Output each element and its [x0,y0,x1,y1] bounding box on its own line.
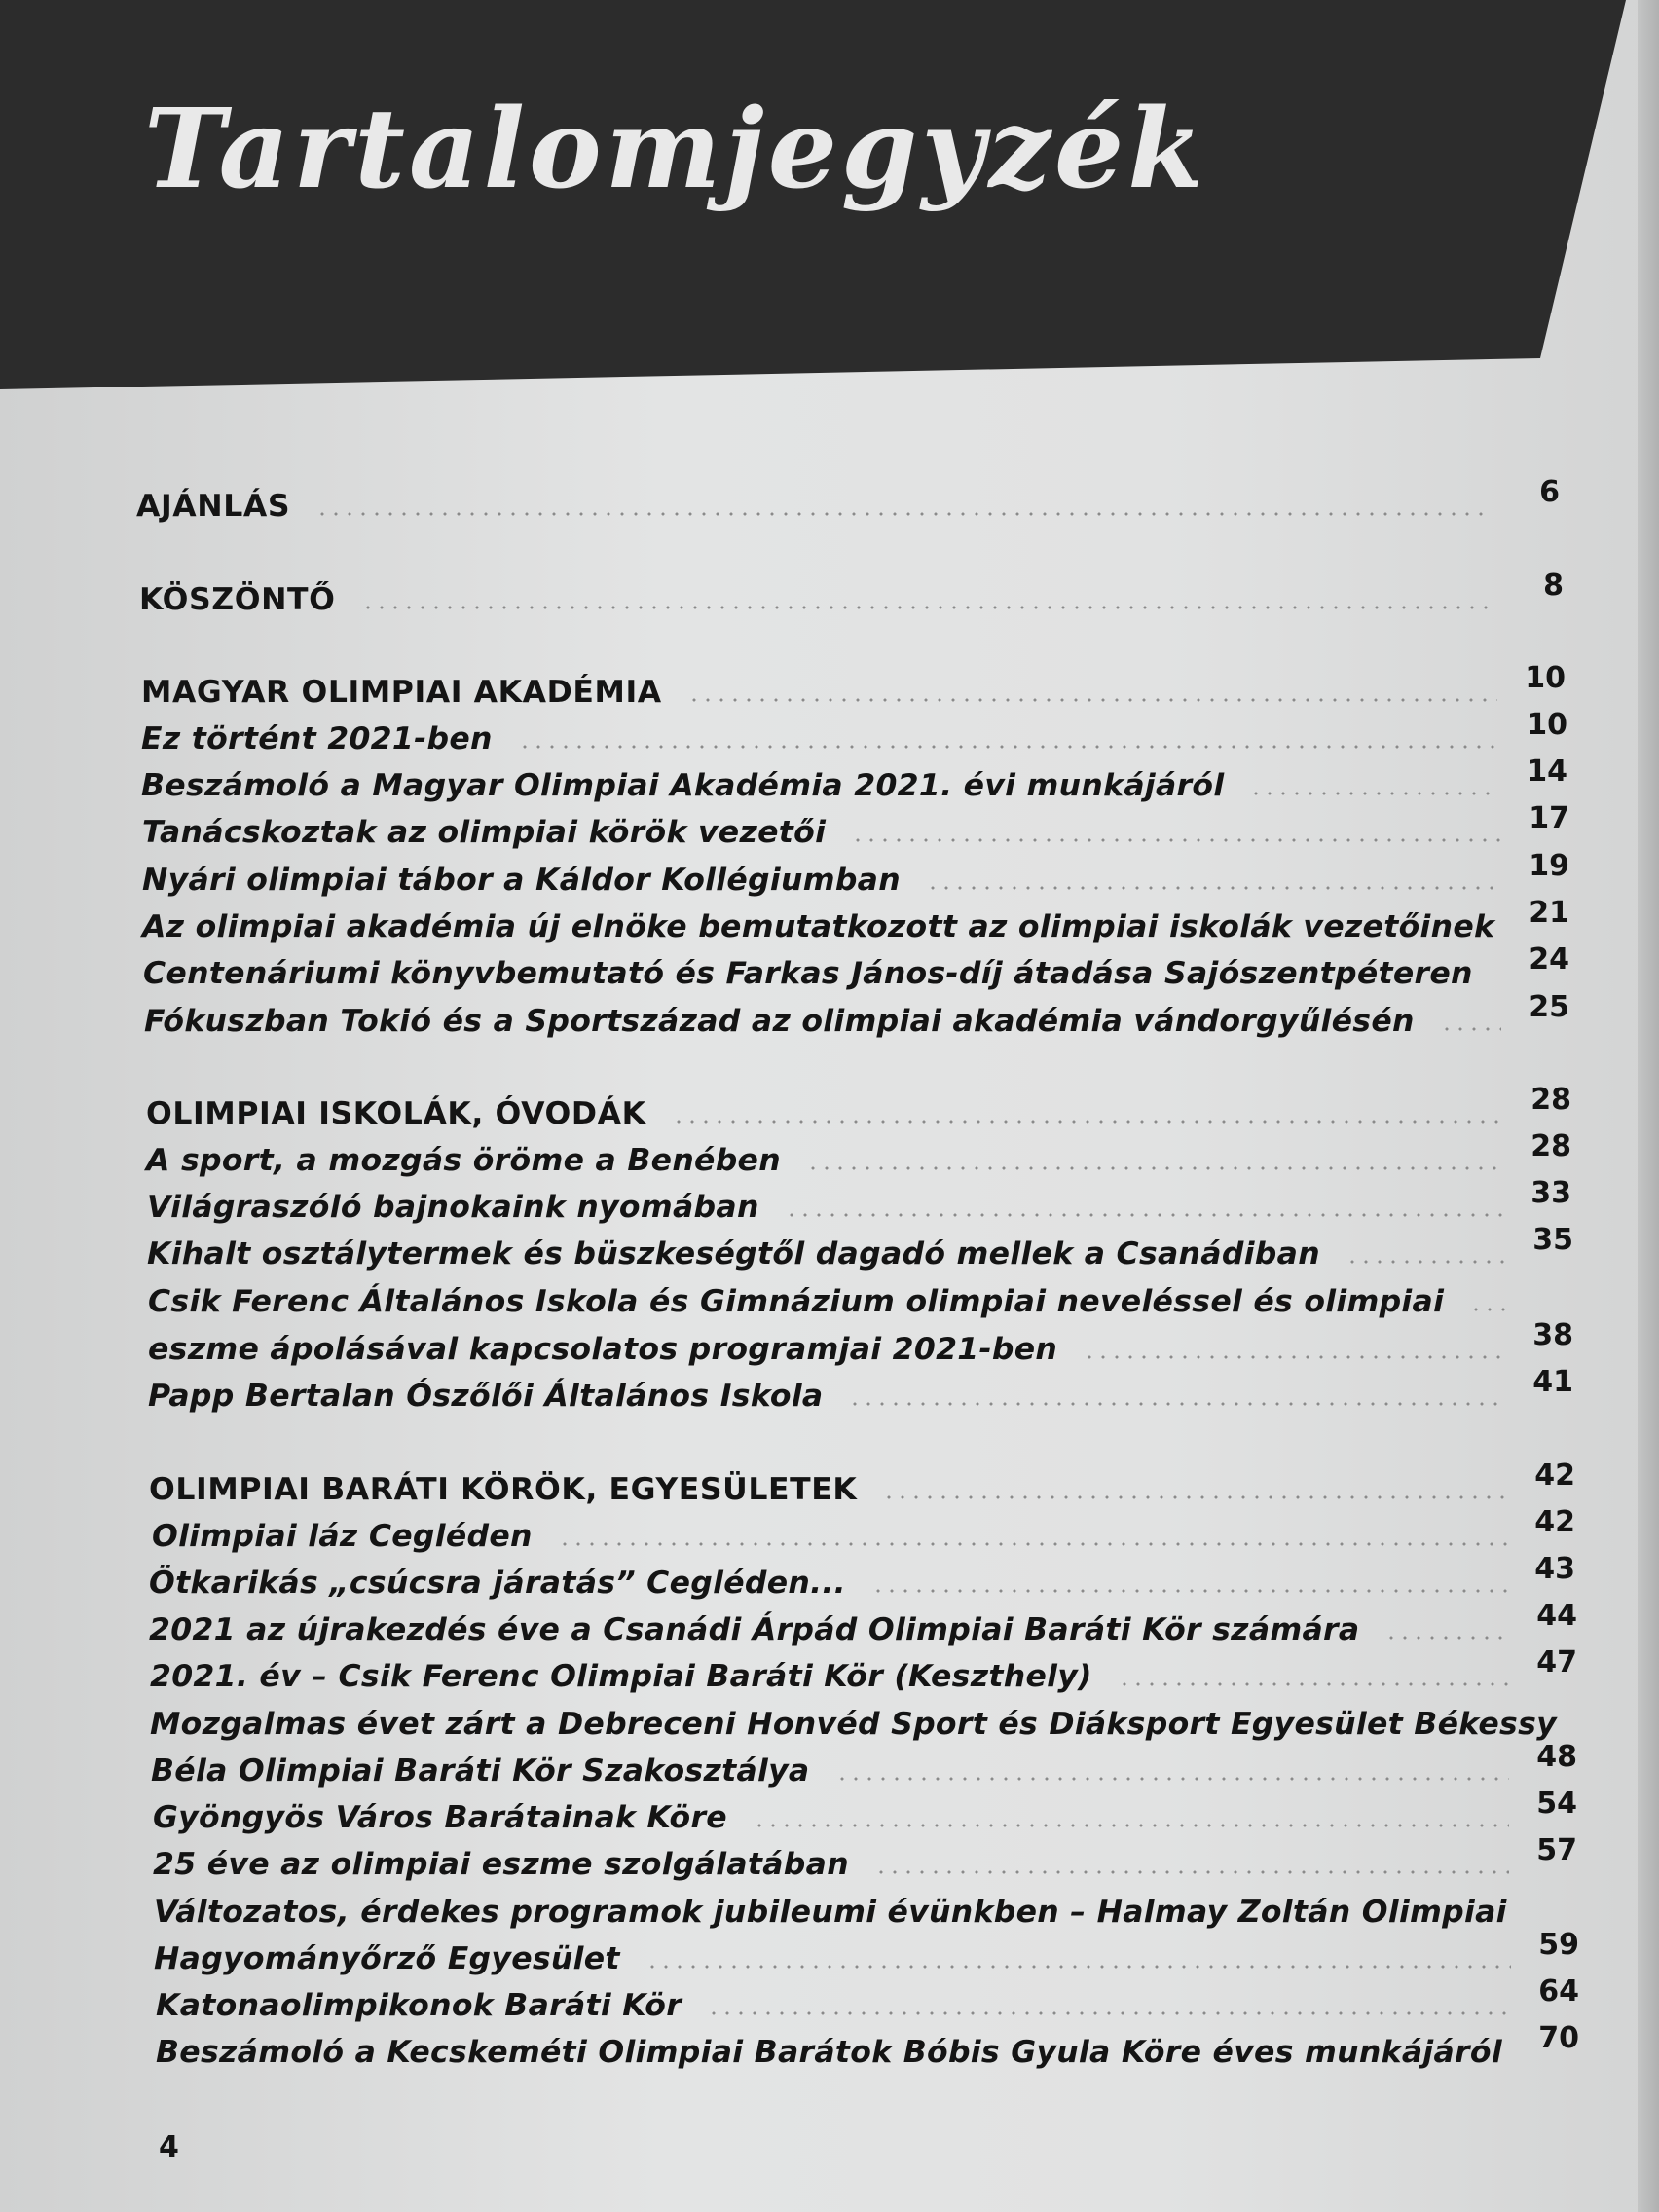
toc-entry-title: Változatos, érdekes programok jubileumi évünkben – Halmay Zoltán Olimpiai [154,1895,1507,1930]
toc-page-number: 54 [1536,1787,1577,1821]
toc-leader-dots [1498,979,1501,983]
toc-leader-dots [1346,1260,1505,1264]
toc-section-title: MAGYAR OLIMPIAI AKADÉMIA [141,675,662,710]
toc-leader-dots [558,1542,1507,1546]
toc-entry-row [142,896,1569,950]
toc-page-number: 48 [1536,1740,1577,1774]
toc-page-number: 42 [1534,1458,1575,1493]
toc-page-number: 38 [1532,1318,1573,1352]
toc-entry-row [146,1129,1571,1184]
toc-entry-title: Olimpiai láz Cegléden [152,1519,533,1554]
toc-entry-row [149,1552,1575,1606]
toc-leader-dots [926,886,1501,890]
toc-entry-row [142,849,1569,903]
toc-section-row [146,1083,1571,1137]
toc-leader-dots [687,698,1497,702]
toc-entry-title: Gyöngyös Város Barátainak Köre [153,1800,727,1835]
toc-leader-dots [672,1120,1503,1124]
toc-leader-dots [518,745,1499,749]
toc-entry-title: Világraszóló bajnokaink nyomában [147,1190,759,1225]
toc-leader-dots [645,1965,1511,1969]
toc-entry-title: 2021. év – Csik Ferenc Olimpiai Baráti Kör (Keszthely) [150,1659,1092,1694]
toc-page-number: 28 [1530,1083,1571,1117]
toc-entry-row [148,1365,1573,1419]
toc-section-title: OLIMPIAI BARÁTI KÖRÖK, EGYESÜLETEK [149,1472,858,1507]
toc-entry-row [147,1176,1571,1231]
page-title: Tartalomjegyzék [144,86,1207,213]
toc-leader-dots [848,1402,1505,1406]
toc-entry-title: Ötkarikás „csúcsra járatás” Cegléden... [149,1566,846,1601]
toc-entry-row [154,1889,1579,1936]
toc-page-number: 10 [1527,708,1567,742]
toc-page-number: 6 [1539,475,1560,509]
toc-page-number: 70 [1538,2021,1579,2055]
toc-section-title: KÖSZÖNTŐ [139,582,336,617]
toc-leader-dots [874,1870,1509,1874]
toc-entry-row [153,1787,1577,1841]
toc-entry-row [156,2021,1579,2076]
toc-entry-title: 25 éve az olimpiai eszme szolgálatában [153,1847,849,1882]
toc-entry-row [148,1278,1573,1325]
toc-page-number: 42 [1534,1505,1575,1539]
toc-entry-row [156,1974,1579,2029]
toc-entry-row [142,801,1569,856]
toc-entry-row [150,1701,1577,1748]
toc-entry-title: Papp Bertalan Ószőlői Általános Iskola [148,1379,824,1414]
toc-page-number: 41 [1532,1365,1573,1399]
toc-entry-title: Tanácskoztak az olimpiai körök vezetői [142,815,827,850]
toc-entry-title: 2021 az újrakezdés éve a Csanádi Árpád Olimpiai Baráti Kör számára [149,1612,1360,1647]
toc-entry-row [144,990,1569,1045]
toc-leader-dots [785,1213,1503,1217]
toc-entry-title: Katonaolimpikonok Baráti Kör [156,1988,682,2023]
toc-entry-title: eszme ápolásával kapcsolatos programjai 2021-ben [148,1332,1058,1367]
toc-leader-dots [1384,1636,1509,1640]
toc-page-number: 21 [1529,896,1569,930]
toc-section-row [141,661,1566,716]
toc-page-number: 10 [1525,661,1566,695]
toc-page-number: 19 [1529,849,1569,883]
toc-page-number: 43 [1534,1552,1575,1586]
toc-page-number: 64 [1538,1974,1579,2009]
toc-page-number: 57 [1536,1833,1577,1867]
toc-entry-row [141,708,1567,762]
toc-leader-dots [851,838,1501,842]
toc-page-number: 24 [1529,942,1569,977]
toc-section-title: OLIMPIAI ISKOLÁK, ÓVODÁK [146,1096,646,1131]
toc-section-row [149,1458,1575,1513]
toc-page-number: 28 [1530,1129,1571,1163]
toc-leader-dots [871,1589,1507,1593]
toc-page-number: 59 [1538,1928,1579,1962]
toc-leader-dots [1118,1682,1509,1686]
toc-page-number: 35 [1532,1223,1573,1257]
toc-entry-title: Nyári olimpiai tábor a Káldor Kollégiumban [142,863,901,898]
toc-leader-dots [315,512,1492,516]
toc-page-number: 8 [1543,569,1564,603]
toc-page-number: 44 [1536,1599,1577,1633]
toc-entry-row [154,1928,1579,1982]
toc-page-number: 33 [1530,1176,1571,1210]
toc-entry-row [141,755,1567,809]
toc-leader-dots [1469,1308,1505,1311]
toc-entry-row [148,1318,1573,1373]
toc-entry-title: Béla Olimpiai Baráti Kör Szakosztálya [151,1753,810,1788]
toc-entry-row [147,1223,1573,1277]
toc-entry-title: Az olimpiai akadémia új elnöke bemutatkozott az olimpiai iskolák vezetőinek [142,909,1495,944]
toc-page-number: 47 [1536,1645,1577,1679]
toc-leader-dots [753,1824,1509,1827]
toc-entry-title: Csik Ferenc Általános Iskola és Gimnázium olimpiai neveléssel és olimpiai [148,1284,1445,1319]
toc-page-number: 17 [1529,801,1569,835]
toc-entry-row [152,1505,1575,1560]
toc-leader-dots [1440,1027,1501,1031]
toc-entry-row [151,1740,1577,1794]
toc-entry-title: Centenáriumi könyvbemutató és Farkas János-díj átadása Sajószentpéteren [143,956,1473,991]
toc-entry-row [143,942,1569,997]
toc-entry-title: Hagyományőrző Egyesület [154,1941,620,1976]
toc-section-row [136,475,1560,530]
toc-entry-title: Ez történt 2021-ben [141,721,493,756]
toc-entry-row [150,1645,1577,1700]
toc-page-number: 14 [1527,755,1567,789]
toc-leader-dots [835,1777,1509,1781]
toc-entry-title: Beszámoló a Magyar Olimpiai Akadémia 2021. évi munkájáról [141,768,1225,803]
page-number: 4 [159,2130,179,2164]
toc-section-title: AJÁNLÁS [136,489,291,524]
toc-entry-title: Beszámoló a Kecskeméti Olimpiai Barátok Bóbis Gyula Köre éves munkájáról [156,2035,1502,2070]
toc-leader-dots [806,1166,1503,1170]
toc-entry-title: A sport, a mozgás öröme a Benében [146,1143,781,1178]
toc-section-row [139,569,1564,623]
toc-entry-title: Fókuszban Tokió és a Sportszázad az olimpiai akadémia vándorgyűlésén [144,1004,1415,1039]
toc-leader-dots [361,606,1495,609]
toc-entry-title: Kihalt osztálytermek és büszkeségtől dagadó mellek a Csanádiban [147,1236,1320,1272]
toc-leader-dots [882,1495,1507,1499]
toc-entry-row [153,1833,1577,1888]
toc-leader-dots [1083,1355,1505,1359]
toc-leader-dots [707,2011,1511,2015]
toc-page-number: 25 [1529,990,1569,1024]
toc-leader-dots [1249,792,1499,795]
toc-entry-row [149,1599,1577,1653]
toc-entry-title: Mozgalmas évet zárt a Debreceni Honvéd Sport és Diáksport Egyesület Békessy [150,1707,1557,1742]
